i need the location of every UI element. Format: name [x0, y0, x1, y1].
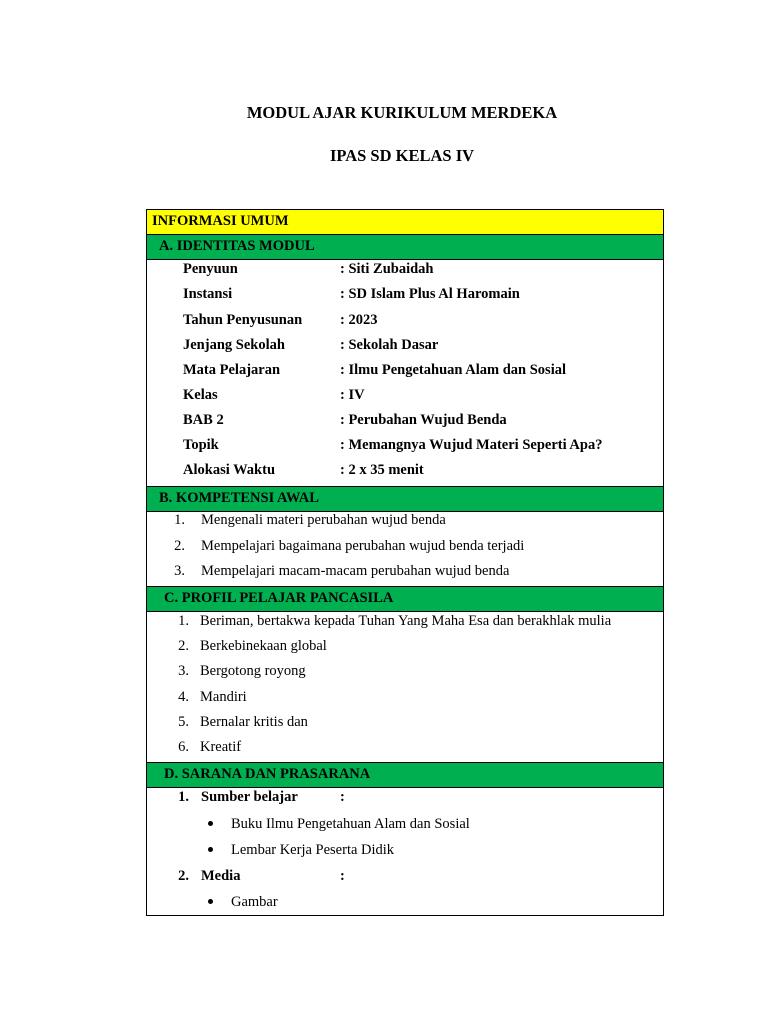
identitas-value-5: : IV: [340, 387, 365, 403]
identitas-label-6: BAB 2: [183, 412, 224, 428]
sarana-bullet-0-0: Buku Ilmu Pengetahuan Alam dan Sosial: [231, 816, 470, 832]
profil-item-4: Bernalar kritis dan: [200, 714, 308, 730]
identitas-label-7: Topik: [183, 437, 219, 453]
bullet-icon: [208, 821, 213, 826]
kompetensi-item-1: Mempelajari bagaimana perubahan wujud benda terjadi: [201, 538, 525, 554]
identitas-value-6: : Perubahan Wujud Benda: [340, 412, 507, 428]
identitas-value-4: : Ilmu Pengetahuan Alam dan Sosial: [340, 362, 567, 378]
document-subtitle: IPAS SD KELAS IV: [329, 146, 475, 165]
sarana-bullet-0-1: Lembar Kerja Peserta Didik: [231, 842, 395, 858]
section-c-title: C. PROFIL PELAJAR PANCASILA: [164, 590, 394, 606]
section-b-title: B. KOMPETENSI AWAL: [159, 490, 319, 506]
sarana-num-1: 2.: [178, 868, 189, 884]
identitas-label-3: Jenjang Sekolah: [183, 337, 285, 353]
sarana-num-0: 1.: [178, 789, 189, 805]
identitas-label-4: Mata Pelajaran: [183, 362, 281, 378]
kompetensi-num-2: 3.: [174, 563, 185, 579]
module-table: [146, 209, 664, 916]
identitas-value-3: : Sekolah Dasar: [340, 337, 439, 353]
profil-item-2: Bergotong royong: [200, 663, 306, 679]
kompetensi-num-0: 1.: [174, 512, 185, 528]
profil-num-2: 3.: [178, 663, 189, 679]
sarana-colon-0: :: [340, 789, 345, 805]
profil-num-5: 6.: [178, 739, 189, 755]
kompetensi-num-1: 2.: [174, 538, 185, 554]
profil-num-0: 1.: [178, 613, 189, 629]
profil-item-5: Kreatif: [200, 739, 242, 755]
sarana-bullet-1-0: Gambar: [231, 894, 278, 910]
profil-item-3: Mandiri: [200, 689, 247, 705]
identitas-label-0: Penyuun: [183, 261, 238, 277]
identitas-value-2: : 2023: [340, 312, 378, 328]
kompetensi-item-2: Mempelajari macam-macam perubahan wujud benda: [201, 563, 510, 579]
identitas-value-7: : Memangnya Wujud Materi Seperti Apa?: [340, 437, 603, 453]
kompetensi-item-0: Mengenali materi perubahan wujud benda: [201, 512, 446, 528]
identitas-value-0: : Siti Zubaidah: [340, 261, 434, 277]
section-d-title: D. SARANA DAN PRASARANA: [164, 766, 371, 782]
section-c-header: [147, 586, 663, 612]
profil-num-1: 2.: [178, 638, 189, 654]
profil-num-3: 4.: [178, 689, 189, 705]
section-b-header: [147, 486, 663, 512]
bullet-icon: [208, 899, 213, 904]
section-a-header: [147, 234, 663, 260]
sarana-colon-1: :: [340, 868, 345, 884]
identitas-label-8: Alokasi Waktu: [183, 462, 276, 478]
profil-num-4: 5.: [178, 714, 189, 730]
informasi-umum-header: [147, 209, 663, 235]
document-title: MODUL AJAR KURIKULUM MERDEKA: [246, 103, 558, 122]
profil-item-1: Berkebinekaan global: [200, 638, 327, 654]
identitas-label-1: Instansi: [183, 286, 233, 302]
section-a-title: A. IDENTITAS MODUL: [159, 238, 315, 254]
identitas-label-2: Tahun Penyusunan: [183, 312, 303, 328]
sarana-label-1: Media: [201, 868, 241, 884]
identitas-label-5: Kelas: [183, 387, 218, 403]
identitas-value-8: : 2 x 35 menit: [340, 462, 424, 478]
sarana-label-0: Sumber belajar: [201, 789, 298, 805]
identitas-value-1: : SD Islam Plus Al Haromain: [340, 286, 520, 302]
bullet-icon: [208, 847, 213, 852]
informasi-umum-label: INFORMASI UMUM: [152, 213, 289, 229]
section-d-header: [147, 762, 663, 788]
profil-item-0: Beriman, bertakwa kepada Tuhan Yang Maha Esa dan berakhlak mulia: [200, 613, 612, 629]
